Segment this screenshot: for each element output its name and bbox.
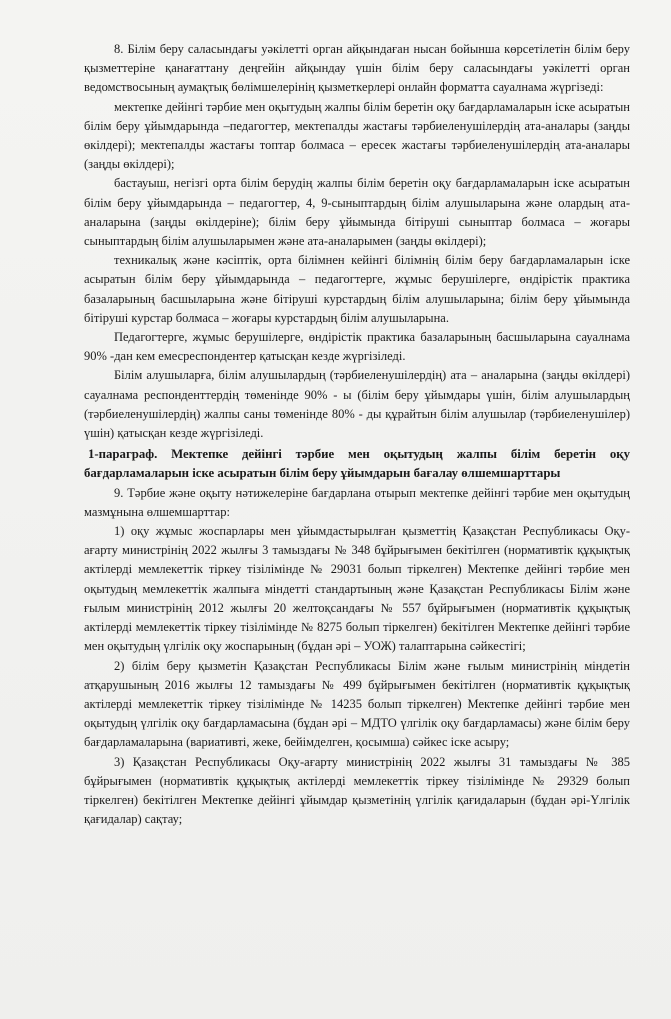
paragraph-school-survey: бастауыш, негізгі орта білім берудің жалпы білім беретін оқу бағдарламаларын іске асыратын білім беру ұйымдарында – педагогтер, 4, 9-сыныптардың білім алушыларына және олардың ата-аналарына (заңды өкілдеріне); білім беру ұйымында бітіруші сыныптар болмаса – жоғары сыныптардың білім алушыларымен және ата-аналарымен (заңды өкілдері); — [84, 176, 630, 249]
criterion-item-3: 3) Қазақстан Республикасы Оқу-ағарту министрінің 2022 жылғы 31 тамыздағы № 385 бұйрығымен (нормативтік құқықтық актілерді мемлекеттік тіркеу тізілімінде № 29329 болып тіркелген) бекітілген Мектепке дейінгі ұйымдар қызметінің үлгілік қағидаларын (бұдан әрі-Үлгілік қағидалар) сақтау; — [84, 754, 630, 827]
criterion-item-1: 1) оқу жұмыс жоспарлары мен ұйымдастырылған қызметтің Қазақстан Республикасы Оқу-ағарту министрінің 2022 жылғы 3 тамыздағы № 348 бұйрығымен бекітілген (нормативтік құқықтық актілерді мемлекеттік тіркеу тізілімінде № 29031 болып тіркелген) Мектепке дейінгі тәрбие мен оқытудың мемлекеттік жалпыға міндетті стандартының және Қазақстан Республикасы Білім және ғылым министрінің 2012 жылғы 20 желтоқсандағы № 557 бұйрығымен (нормативтік құқықтық актілерді мемлекеттік тіркеу тізілімінде № 8275 болып тіркелген) бекітілген Мектепке дейінгі тәрбие мен оқытудың үлгілік оқу жоспарының (бұдан әрі – УОЖ) талаптарына сәйкестігі; — [84, 524, 630, 654]
paragraph-preschool-survey: мектепке дейінгі тәрбие мен оқытудың жалпы білім беретін оқу бағдарламаларын іске асыратын білім беру ұйымдарында –педагогтер, мектепалды жастағы тәрбиеленушілердің ата-аналары (заңды өкілдері); мектепалды жастағы топтар болмаса – ересек жастағы тәрбиеленушілердің ата-аналары (заңды өкілдері); — [84, 99, 630, 172]
paragraph-teachers-threshold: Педагогтерге, жұмыс берушілерге, өндірістік практика базаларының басшыларына сауалнама 90% -дан кем емесреспондентер қатысқан кезде жүргізіледі. — [84, 330, 630, 364]
paragraph-9-intro: 9. Тәрбие және оқыту нәтижелеріне бағдарлана отырып мектепке дейінгі тәрбие мен оқытудың мазмұнына өлшемшарттар: — [84, 485, 630, 519]
section-heading: 1-параграф. Мектепке дейінгі тәрбие мен оқытудың жалпы білім беретін оқу бағдарламаларын іске асыратын білім беру ұйымдарын бағалау өлшемшарттары — [84, 447, 630, 481]
criterion-item-2: 2) білім беру қызметін Қазақстан Республикасы Білім және ғылым министрінің міндетін атқарушының 2016 жылғы 12 тамыздағы № 499 бұйрығымен бекітілген (нормативтік құқықтық актілерді мемлекеттік тіркеу тізілімінде № 14235 болып тіркелген) Мектепке дейінгі тәрбие мен оқытудың үлгілік оқу бағдарламасына (бұдан әрі – МДТО үлгілік оқу бағдарламасы) және білім беру бағдарламаларына (вариативті, жеке, бейімделген, қосымша) сәйкес іске асыру; — [84, 658, 630, 750]
document-body — [84, 40, 630, 829]
paragraph-8-intro: 8. Білім беру саласындағы уәкілетті орган айқындаған нысан бойынша көрсетілетін білім беру қызметтеріне қанағаттану деңгейін айқындау үшін білім беру саласындағы уәкілетті орган ведомствосының аумақтық бөлімшелерінің қызметкерлері онлайн форматта сауалнама жүргізеді: — [84, 42, 630, 95]
paragraph-technical-survey: техникалық және кәсіптік, орта білімнен кейінгі білімнің білім беру бағдарламаларын іске асыратын білім беру ұйымдарында – педагогтерге, жұмыс берушілерге, өндірістік практика базаларының басшыларына және бітіруші курстардың білім алушыларына; білім беру ұйымында бітіруші курстар болмаса – жоғары курстардың білім алушыларына. — [84, 253, 630, 325]
paragraph-students-threshold: Білім алушыларға, білім алушылардың (тәрбиеленушілердің) ата – аналарына (заңды өкілдері) сауалнама респонденттердің төменінде 90% - ы (білім беру ұйымдары үшін, білім алушылардың (тәрбиеленушілердің) жалпы саны төменінде 80% - ды құрайтын білім алушылар (тәрбиеленушілер) үшін) қатысқан кезде жүргізіледі. — [84, 368, 630, 441]
